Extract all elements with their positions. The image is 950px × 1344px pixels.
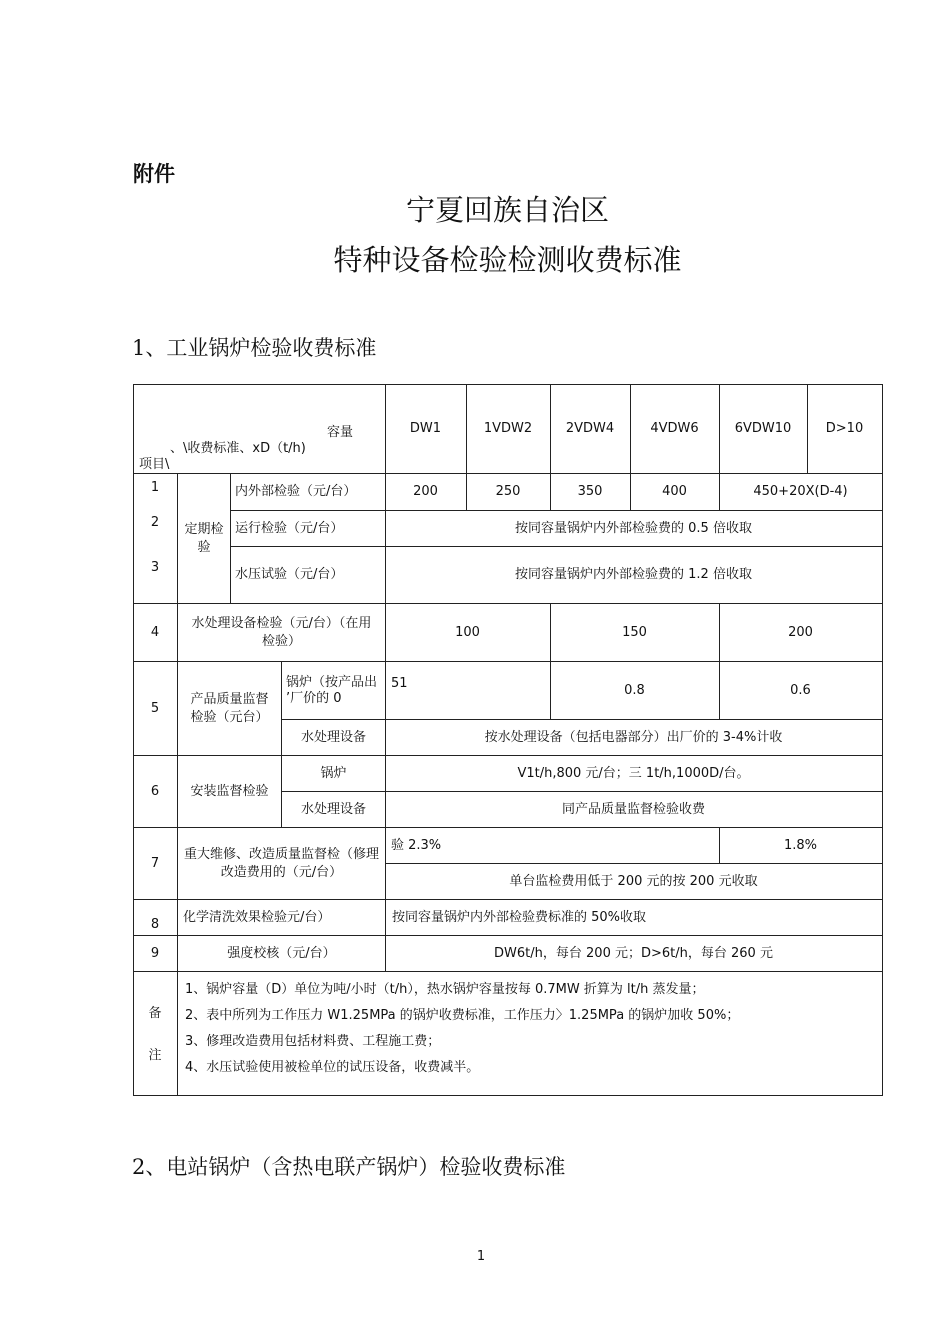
fee-value: 250 <box>495 484 521 499</box>
item-label: 水处理设备检验（元/台）（在用检验） <box>191 615 372 649</box>
section2-heading: 2、电站锅炉（含热电联产锅炉）检验收费标准 <box>132 1155 566 1179</box>
header-capacity-label: 容量 <box>326 425 353 440</box>
item-label: 化学清洗效果检验元/台） <box>183 909 331 925</box>
row-number: 5 <box>150 700 160 716</box>
fee-value: 0.6 <box>790 682 811 698</box>
sub-item-label: 锅炉（按产品出 ’厂价的 0 <box>286 674 378 706</box>
item-label: 强度校核（元/台） <box>227 945 336 961</box>
fee-value: 0.8 <box>624 682 645 698</box>
col-header: 6VDW10 <box>734 421 792 436</box>
col-header: 1VDW2 <box>483 421 533 436</box>
col-header: DW1 <box>409 421 442 436</box>
document-title-line1: 宁夏回族自治区 <box>405 193 609 227</box>
group-label: 定期检验 <box>184 522 224 555</box>
page-number: 1 <box>476 1249 486 1264</box>
fee-value: 验 2.3% <box>391 837 442 853</box>
header-standard-label: 、\收费标准、xD（t/h) <box>170 441 306 456</box>
fee-value: 51 <box>391 676 408 691</box>
fee-value: 450+20X(D-4) <box>753 484 848 499</box>
fee-value: 350 <box>577 484 603 499</box>
row-number: 3 <box>150 560 160 575</box>
fee-value: 200 <box>788 624 813 640</box>
sub-item-label: 水处理设备 <box>300 729 366 745</box>
item-label: 内外部检验（元/台） <box>235 484 357 499</box>
sub-item-label: 锅炉 <box>320 765 347 781</box>
sub-item-label: 水处理设备 <box>300 801 366 817</box>
fee-rule: DW6t/h，每台 200 元；D>6t/h，每台 260 元 <box>494 945 773 961</box>
row-number: 7 <box>150 855 160 871</box>
row-number: 1 <box>150 480 160 495</box>
item-label: 重大维修、改造质量监督检（修理改造费用的（元/台） <box>184 846 380 880</box>
fee-value: 1.8% <box>783 837 818 853</box>
col-header: 4VDW6 <box>650 421 699 436</box>
fee-value: 100 <box>455 624 480 640</box>
note-line: 3、修理改造费用包括材料费、工程施工费； <box>185 1034 441 1049</box>
section1-heading: 1、工业锅炉检验收费标准 <box>132 336 377 360</box>
fee-value: 150 <box>622 624 647 640</box>
col-header: D>10 <box>825 421 864 436</box>
header-item-label: 项目\ <box>139 457 170 472</box>
row-number: 2 <box>150 515 160 530</box>
fee-rule: 单台监检费用低于 200 元的按 200 元收取 <box>509 873 758 889</box>
attachment-label: 附件 <box>133 161 175 186</box>
fee-rule: 按水处理设备（包括电器部分）出厂价的 3-4%计收 <box>484 729 783 745</box>
col-header: 2VDW4 <box>565 421 615 436</box>
row-number: 9 <box>150 945 160 961</box>
row-number: 6 <box>150 783 160 799</box>
note-line: 4、水压试验使用被检单位的试压设备，收费减半。 <box>185 1060 480 1075</box>
note-line: 1、锅炉容量（D）单位为吨/小时（t/h），热水锅炉容量按每 0.7MW 折算为 lt/h 蒸发量； <box>185 982 705 997</box>
fee-rule: 同产品质量监督检验收费 <box>561 801 705 817</box>
note-line: 2、表中所列为工作压力 W1.25MPa 的锅炉收费标准，工作压力〉1.25MPa 的锅炉加收 50%； <box>185 1008 740 1023</box>
fee-value: 200 <box>413 484 438 499</box>
item-label: 水压试验（元/台） <box>235 567 344 582</box>
notes-label: 备 <box>148 1006 162 1021</box>
notes-label: 注 <box>148 1048 162 1063</box>
row-number: 8 <box>150 917 160 932</box>
group-label: 产品质量监督检验（元台） <box>190 691 269 725</box>
fee-rule: 按同容量锅炉内外部检验费标准的 50%收取 <box>392 909 647 925</box>
item-label: 运行检验（元/台） <box>235 520 344 536</box>
group-label: 安装监督检验 <box>190 783 269 799</box>
row-number: 4 <box>150 624 160 640</box>
document-title-line2: 特种设备检验检测收费标准 <box>333 243 682 277</box>
fee-value: 400 <box>662 484 687 499</box>
fee-rule: 按同容量锅炉内外部检验费的 0.5 倍收取 <box>515 520 752 536</box>
fee-rule: 按同容量锅炉内外部检验费的 1.2 倍收取 <box>515 567 752 582</box>
fee-rule: V1t/h,800 元/台；三 1t/h,1000D/台。 <box>517 765 750 781</box>
